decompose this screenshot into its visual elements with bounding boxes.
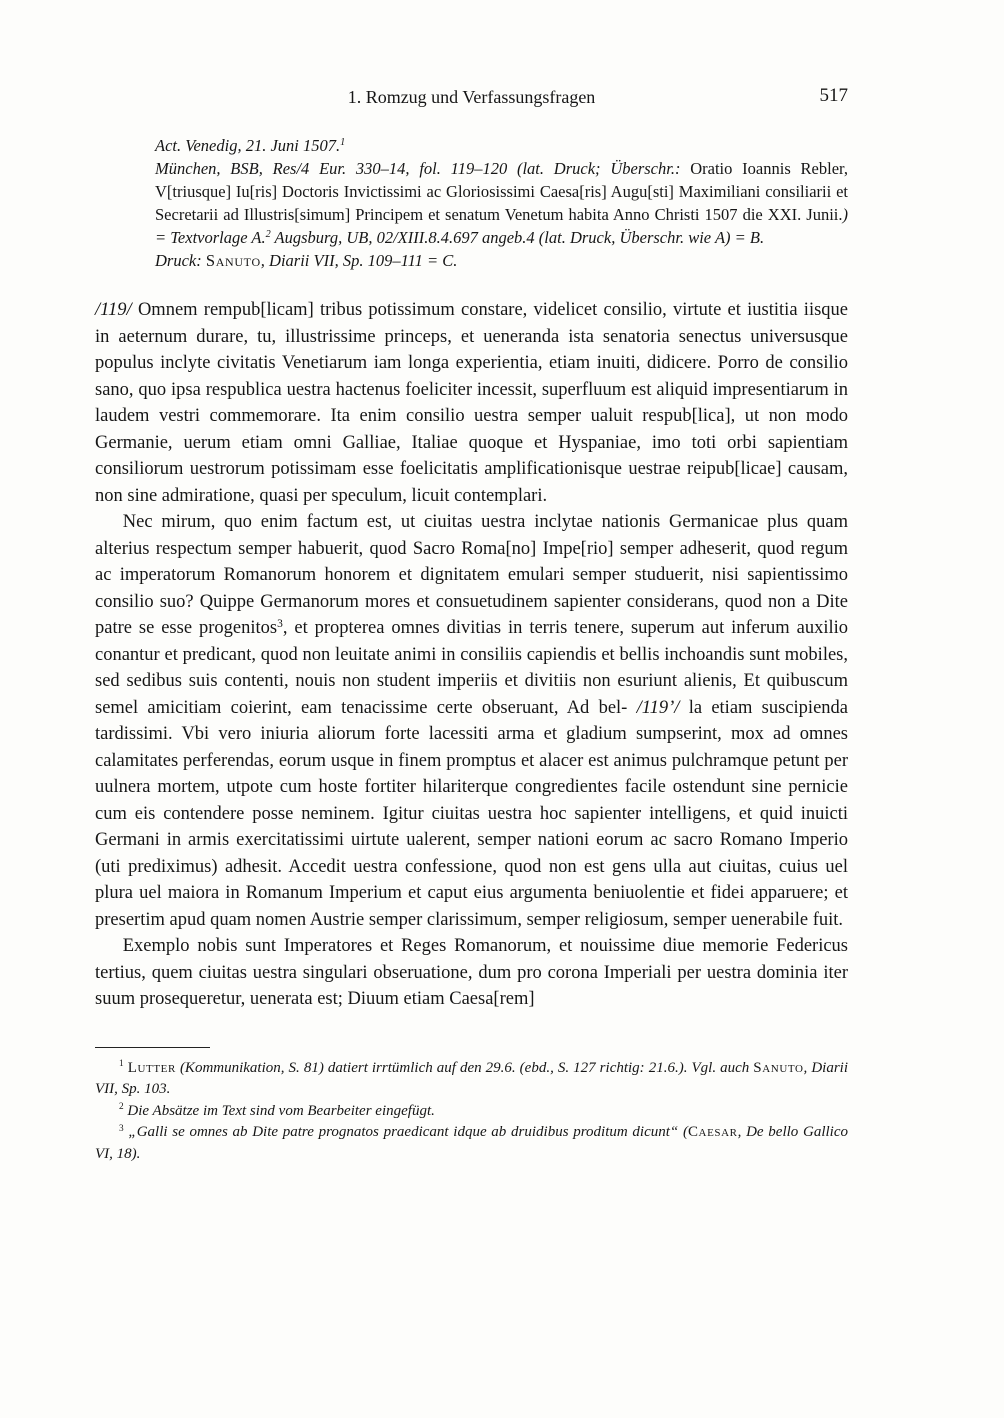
body-paragraph-3: Exemplo nobis sunt Imperatores et Reges Romanorum, et nouissime diue memorie Federicus tertius, quem ciuitas uestra singulari obseruatione, dum pro corona Imperiali per uestra dominia iter suum prosequeretur, uenerata est; Diuum etiam Caesa[rem] [95,936,848,1009]
source-print-reference: Druck: Sanuto, Diarii VII, Sp. 109–111 = C. [155,251,458,270]
footnote-2: $^2$ Die Absätze im Text sind vom Bearbeiter eingefügt. [119,1102,435,1119]
body-paragraph-1: /119/ Omnem rempub[licam] tribus potissimum constare, videlicet consilio, virtute et iustitia iisque in aeternum durare, tu, illustrissime princeps, et ueneranda ista senatoria senectus universusque populus inclyte civitatis Venetiarum iam longa experientia, etiam inuiti, didicere. Porro de consilio sano, quo ipsa respublica uestra hactenus foeliciter incessit, superfluum est aliquid impresentiarum in laudem vestri commemorare. Ita enim consilio uestra semper ualuit respub[lica], ut non modo Germanie, uerum etiam omni Galliae, Italiae quoque et Hyspaniae, imo toti orbi sapientiam consiliorum uestrorum potissimam esse foelicitatis amplificationisque uestrae reipub[licae] causam, non sine admiratione, quasi per speculum, licuit contemplari. [95,300,848,506]
footnote-3: $^3$ „Galli se omnes ab Dite patre prognatos praedicant idque ab druidibus proditum dicunt“ (Caesar, De bello Gallico VI, 18). [95,1123,848,1162]
running-header [95,86,848,108]
source-block [155,134,848,272]
page-number: 517 [819,85,848,106]
footnote-1: $^1$ Lutter (Kommunikation, S. 81) datiert irrtümlich auf den 29.6. (ebd., S. 127 richtig: 21.6.). Vgl. auch Sanuto, Diarii VII, Sp. 103. [95,1059,849,1097]
footnotes-section [95,1047,848,1166]
body-paragraph-2: Nec mirum, quo enim factum est, ut ciuitas uestra inclytae nationis Germanicae plus quam alterius respectum semper habuerit, quod Sacro Roma[no] Impe[rio] semper adheserit, quod regum ac imperatorum Romanorum honorem et dignitatem emulari semper studuerit, nisi sapientissimo consilio suo? Quippe Germanorum mores et consuetudinem sapienter considerans, quod non a Dite patre se esse progenitos$^3$, et propterea omnes divitias in terris tenere, superum aut inferum auxilio conantur et predicant, quod non leuitate animi in consiliis capiendis et bellis inchoandis sunt mobiles, sed sedibus suis contenti, nouis non student imperiis et divitiis non esuriunt alienis, Et quibuscum semel amicitiam coierint, eam tenacissime certe obseruant, Ad bel- /119’/ la etiam suscipienda tardissimi. Vbi vero iniuria aliorum forte lacessiti arma et gladium sumpserint, mox ad omnes calamitates perferendas, eorum usque in finem promptus et alacer est animus pulchramque petunt per uulnera mortem, utpote cum hoste fortiter hilariterque congredientes facile ostendunt sine pernicie cum eis contendere posse neminem. Igitur ciuitas uestra hoc sapienter intelligens, et quid inuicti Germani in armis exercitatissimi uirtute ualerent, semper nationi eorum ac sacro Romano Imperio (uti prediximus) adhesit. Accedit uestra confessione, quod non est gens ulla aut ciuitas, cuius uel plura uel maiora in Romanum Imperium et caput eius argumenta beniuolentie et fidei apparuere; et presertim apud quam nomen Austrie semper clarissimum, semper religiosum, semper uenerabile fuit. [95,512,848,930]
footnote-separator [95,1047,210,1048]
main-text [95,297,848,1013]
source-dateline: Act. Venedig, 21. Juni 1507.$^1$ [155,136,346,155]
running-header-title: 1. Romzug und Verfassungsfragen [347,87,596,107]
source-description: München, BSB, Res/4 Eur. 330–14, fol. 119–120 (lat. Druck; Überschr.: Oratio Ioannis Rebler, V[triusque] Iu[ris] Doctoris Invictissimi ac Gloriosissimi Caesa[ris] Augu[sti] Maximiliani consiliarii et Secretarii ad Illustris[simum] Principem et senatum Venetum habita Anno Christi 1507 die XXI. Junii.) = Textvorlage A.$^2$ Augsburg, UB, 02/XIII.8.4.697 angeb.4 (lat. Druck, Überschr. wie A) = B. [155,159,848,247]
